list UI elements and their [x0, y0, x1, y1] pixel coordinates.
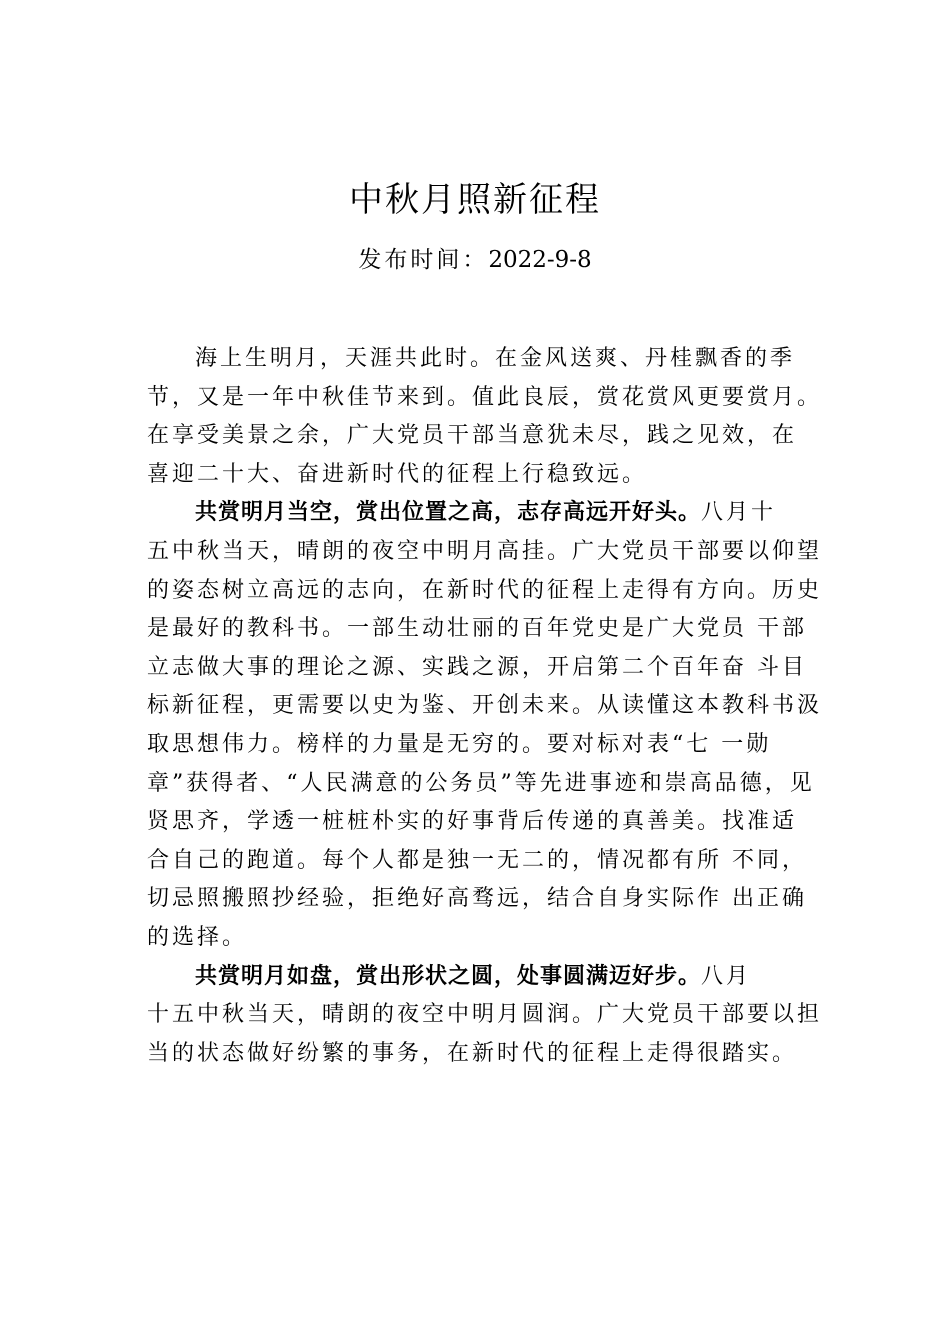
paragraph-line: 立志做大事的理论之源、实践之源，开启第二个百年奋 斗目 [147, 654, 807, 680]
paragraph-line: 切忌照搬照抄经验，拒绝好高骛远，结合自身实际作 出正确 [147, 886, 807, 912]
paragraph-line-text: 八月十 [701, 500, 777, 526]
paragraph-3 [147, 958, 837, 1074]
publish-info [0, 244, 950, 276]
article-body [147, 340, 837, 1073]
publish-date: 2022-9-8 [488, 247, 592, 273]
paragraph-line: 海上生明月，天涯共此时。在金风送爽、丹桂飘香的季 [195, 346, 796, 371]
paragraph-line: 标新征程，更需要以史为鉴、开创未来。从读懂这本教科书汲 [147, 693, 823, 719]
paragraph-line: 五中秋当天，晴朗的夜空中明月高挂。广大党员干部要以仰望 [147, 538, 823, 564]
paragraph-line: 贤思齐，学透一桩桩朴实的好事背后传递的真善美。找准适 [147, 809, 798, 835]
paragraph-line: 节，又是一年中秋佳节来到。值此良辰，赏花赏风更要赏月。 [147, 384, 823, 410]
paragraph-line: 的选择。 [147, 924, 248, 950]
paragraph-line: 的姿态树立高远的志向，在新时代的征程上走得有方向。历史 [147, 577, 823, 603]
paragraph-2 [147, 494, 837, 957]
document-title: 中秋月照新征程 [349, 180, 601, 220]
publish-label: 发布时间： [358, 247, 489, 273]
paragraph-first-line [147, 958, 837, 997]
paragraph-line: 合自己的跑道。每个人都是独一无二的，情况都有所 不同， [147, 847, 807, 873]
paragraph-line: 取思想伟力。榜样的力量是无穷的。要对标对表“七 一勋 [147, 731, 772, 757]
paragraph-line: 喜迎二十大、奋进新时代的征程上行稳致远。 [147, 461, 648, 487]
paragraph-line-text: 八月 [701, 963, 752, 989]
paragraph-line: 是最好的教科书。一部生动壮丽的百年党史是广大党员 干部 [147, 616, 807, 642]
paragraph-line: 十五中秋当天，晴朗的夜空中明月圆润。广大党员干部要以担 [147, 1002, 823, 1028]
paragraph-1 [147, 340, 837, 494]
paragraph-first-line [147, 494, 837, 533]
paragraph-line: 当的状态做好纷繁的事务，在新时代的征程上走得很踏实。 [147, 1040, 798, 1066]
paragraph-lead-heading: 共赏明月当空，赏出位置之高，志存高远开好头。 [195, 500, 702, 526]
paragraph-line: 章”获得者、“人民满意的公务员”等先进事迹和崇高品德，见 [147, 770, 815, 796]
paragraph-line: 在享受美景之余，广大党员干部当意犹未尽，践之见效，在 [147, 423, 798, 449]
paragraph-lead-heading: 共赏明月如盘，赏出形状之圆，处事圆满迈好步。 [195, 963, 702, 989]
